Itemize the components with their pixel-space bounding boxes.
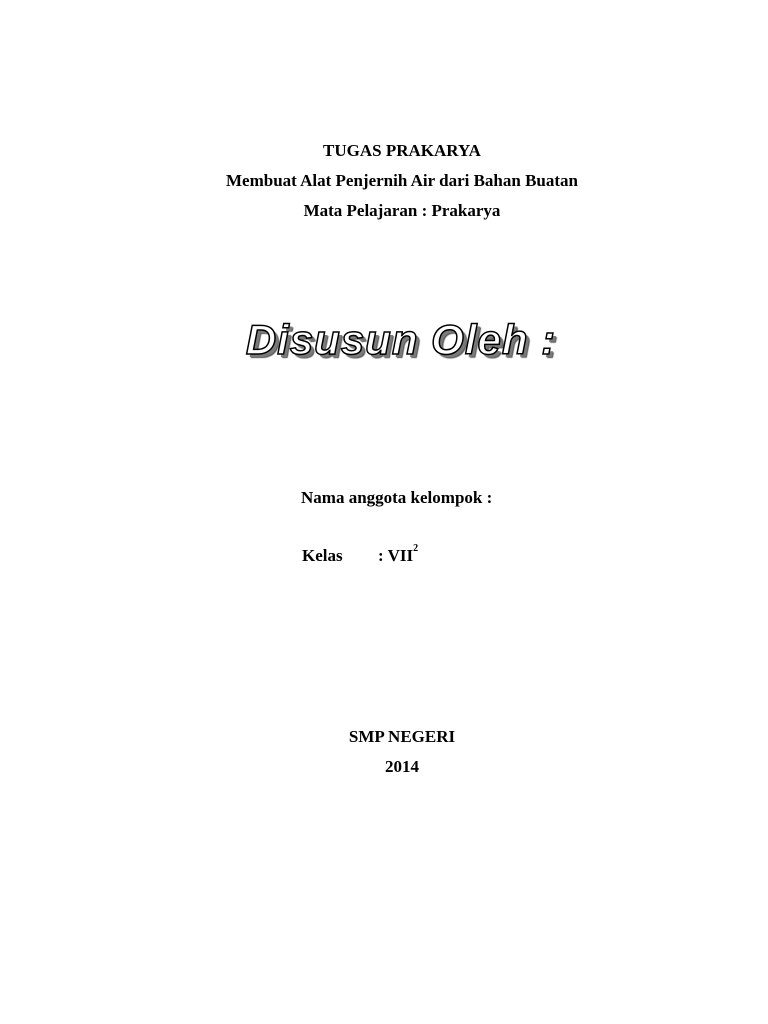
school-block xyxy=(0,722,768,782)
class-value xyxy=(378,543,419,565)
year: 2014 xyxy=(385,757,419,776)
subject-line: Mata Pelajaran : Prakarya xyxy=(303,201,501,220)
title-block xyxy=(0,136,768,226)
assignment-title: TUGAS PRAKARYA xyxy=(323,141,481,160)
compiled-by-heading: Disusun Oleh : xyxy=(245,316,557,363)
group-members-label: Nama anggota kelompok : xyxy=(301,488,493,507)
class-value-text: : VII xyxy=(378,546,414,565)
school-name: SMP NEGERI xyxy=(348,727,456,746)
class-info xyxy=(302,543,419,566)
class-label: Kelas xyxy=(302,546,343,565)
assignment-subtitle: Membuat Alat Penjernih Air dari Bahan Buatan xyxy=(226,171,578,190)
class-value-superscript: 2 xyxy=(413,543,419,554)
